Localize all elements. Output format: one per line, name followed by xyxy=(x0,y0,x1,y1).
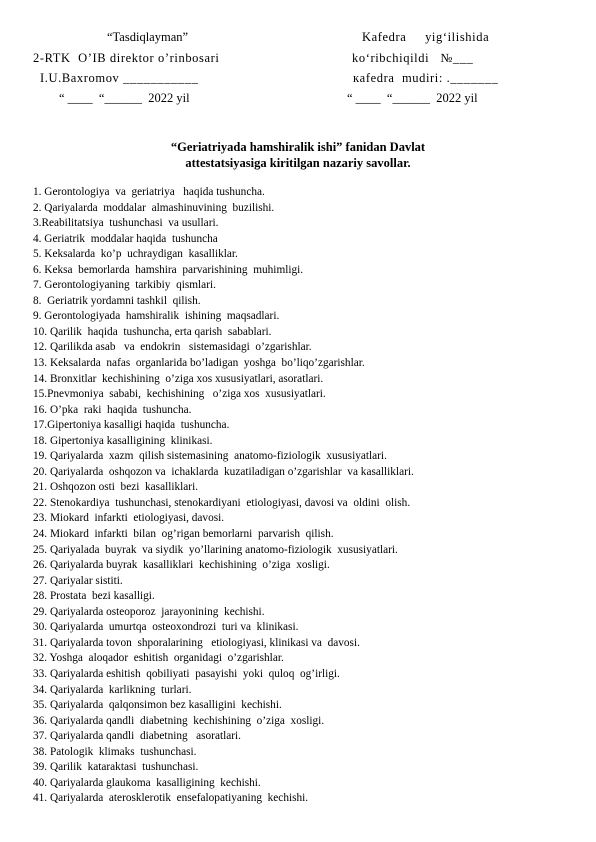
question-item: 12. Qarilikda asab va endokrin sistemasidagi o’zgarishlar. xyxy=(33,341,312,354)
approval-date: “ ____ “______ 2022 yil xyxy=(59,91,190,105)
question-item: 8. Geriatrik yordamni tashkil qilish. xyxy=(33,294,201,307)
question-item: 1. Gerontologiya va geriatriya haqida tushuncha. xyxy=(33,186,265,198)
department-date: “ ____ “______ 2022 yil xyxy=(347,91,478,105)
question-item: 14. Bronxitlar kechishining o’ziga xos xususiyatlari, asoratlari. xyxy=(33,372,324,385)
question-item: 35. Qariyalarda qalqonsimon bez kasalligini kechishi. xyxy=(33,699,282,712)
department-reviewed: ko‘ribchiqildi №___ xyxy=(352,51,474,65)
department-head: кafedra mudiri: ._______ xyxy=(353,71,499,85)
question-item: 27. Qariyalar sistiti. xyxy=(33,574,123,587)
document-title-line1: “Geriatriyada hamshiralik ishi” fanidan Davlat xyxy=(170,140,426,154)
question-item: 9. Gerontologiyada hamshiralik ishining maqsadlari. xyxy=(33,310,280,323)
question-item: 4. Geriatrik moddalar haqida tushuncha xyxy=(33,232,218,245)
questions-list xyxy=(33,185,573,807)
question-item: 5. Keksalarda ko’p uchraydigan kasalliklar. xyxy=(33,248,238,261)
question-item: 25. Qariyalada buyrak va siydik yo’llarining anatomo-fiziologik xususiyatlari. xyxy=(33,543,398,556)
question-item: 10. Qarilik haqida tushuncha, erta qarish sabablari. xyxy=(33,325,272,338)
question-item: 21. Oshqozon osti bezi kasalliklari. xyxy=(33,481,199,494)
question-item: 6. Keksa bemorlarda hamshira parvarishining muhimligi. xyxy=(33,263,304,276)
question-item: 7. Gerontologiyaning tarkibiy qismlari. xyxy=(33,279,216,292)
question-item: 32. Yoshga aloqador eshitish organidagi o’zgarishlar. xyxy=(33,652,284,665)
approval-position: 2-RTK O’IB direktor o’rinbosari xyxy=(33,51,220,65)
approval-name: I.U.Baxromov ___________ xyxy=(40,71,199,85)
question-item: 31. Qariyalarda tovon shporalarining etiologiyasi, klinikasi va davosi. xyxy=(33,636,360,649)
document-title-line2: attestatsiyasiga kiritilgan nazariy savollar. xyxy=(185,156,411,170)
question-item: 13. Keksalarda nafas organlarida bo’ladigan yoshga bo’liqo’zgarishlar. xyxy=(33,357,365,370)
question-item: 34. Qariyalarda karlikning turlari. xyxy=(33,683,192,696)
question-item: 17.Gipertoniya kasalligi haqida tushuncha. xyxy=(33,419,230,432)
question-item: 22. Stenokardiya tushunchasi, stenokardiyani etiologiyasi, davosi va oldini olish. xyxy=(33,496,411,509)
question-item: 24. Miokard infarkti bilan og’rigan bemorlarni parvarish qilish. xyxy=(33,528,334,541)
department-heading: Kafedra yig‘ilishida xyxy=(362,30,490,44)
question-item: 3.Reabilitatsiya tushunchasi va usullari. xyxy=(33,217,219,230)
question-item: 20. Qariyalarda oshqozon va ichaklarda kuzatiladigan o’zgarishlar va kasalliklari. xyxy=(33,465,414,478)
question-item: 39. Qarilik kataraktasi tushunchasi. xyxy=(33,761,199,774)
question-item: 18. Gipertoniya kasalligining klinikasi. xyxy=(33,434,213,447)
question-item: 2. Qariyalarda moddalar almashinuvining buzilishi. xyxy=(33,201,275,214)
question-item: 40. Qariyalarda glaukoma kasalligining kechishi. xyxy=(33,776,261,789)
question-item: 26. Qariyalarda buyrak kasalliklari kechishining o’ziga xosligi. xyxy=(33,559,330,572)
question-item: 30. Qariyalarda umurtqa osteoxondrozi turi va klinikasi. xyxy=(33,621,299,634)
question-item: 28. Prostata bezi kasalligi. xyxy=(33,590,155,603)
question-item: 38. Patologik klimaks tushunchasi. xyxy=(33,745,197,758)
approval-heading: “Tasdiqlayman” xyxy=(107,30,189,44)
question-item: 41. Qariyalarda aterosklerotik ensefalopatiyaning kechishi. xyxy=(33,792,309,805)
question-item: 16. O’pka raki haqida tushuncha. xyxy=(33,403,192,416)
question-item: 15.Pnevmoniya sababi, kechishining o’ziga xos xususiyatlari. xyxy=(33,388,326,401)
question-item: 19. Qariyalarda xazm qilish sistemasining anatomo-fiziologik xususiyatlari. xyxy=(33,450,387,463)
question-item: 23. Miokard infarkti etiologiyasi, davosi. xyxy=(33,512,225,525)
question-item: 29. Qariyalarda osteoporoz jarayonining kechishi. xyxy=(33,605,265,618)
question-item: 33. Qariyalarda eshitish qobiliyati pasayishi yoki quloq og’irligi. xyxy=(33,667,340,680)
question-item: 36. Qariyalarda qandli diabetning kechishining o’ziga xosligi. xyxy=(33,714,325,727)
question-item: 37. Qariyalarda qandli diabetning asoratlari. xyxy=(33,730,241,743)
